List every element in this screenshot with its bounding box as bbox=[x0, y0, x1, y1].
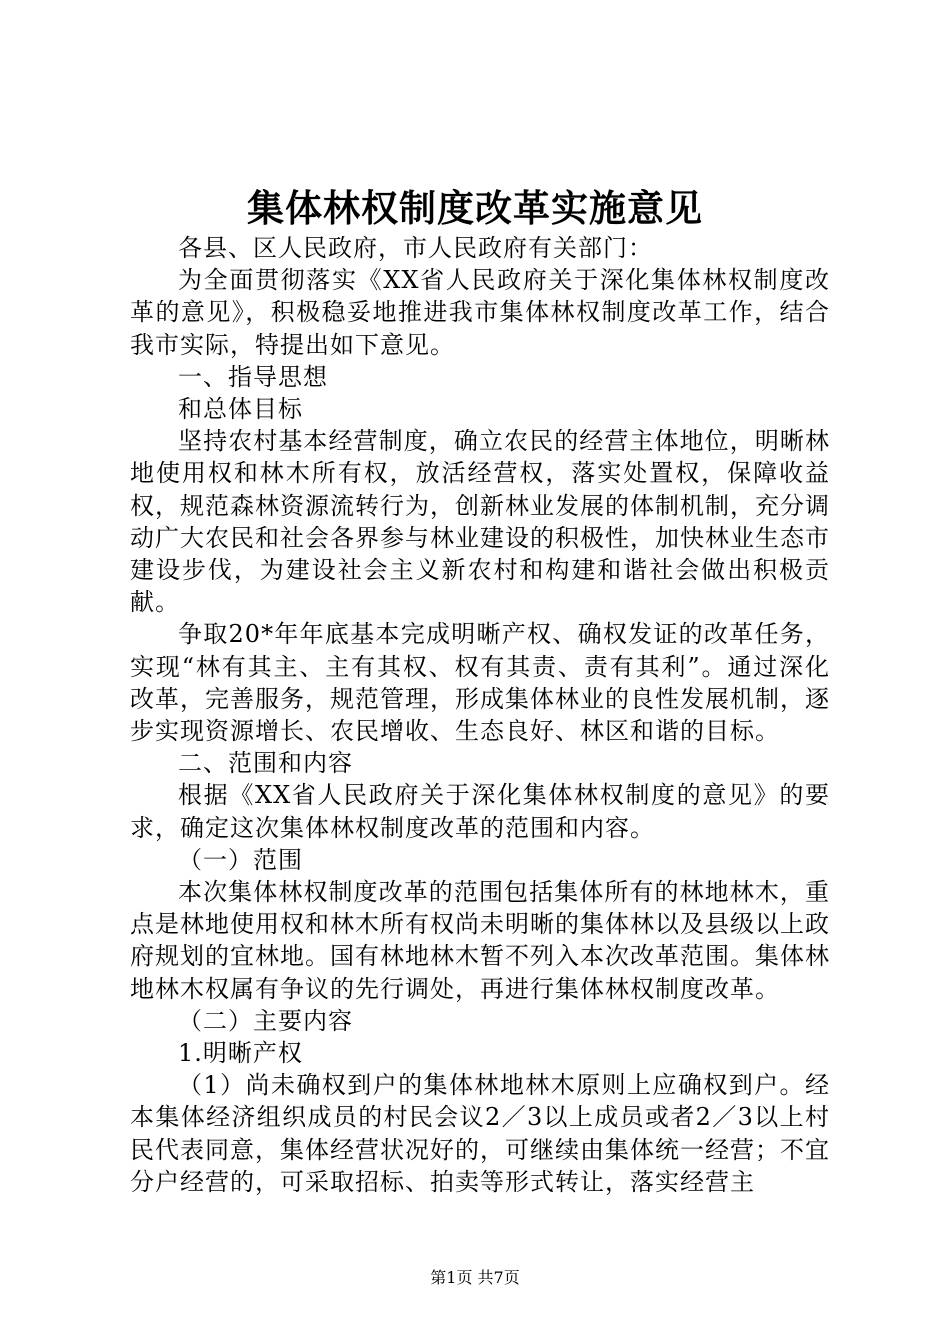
paragraph-salutation: 各县、区人民政府，市人民政府有关部门： bbox=[178, 234, 653, 262]
item-heading-clarify-rights: 1.明晰产权 bbox=[178, 1039, 303, 1068]
paragraph-scope-intro: 根据《XX省人民政府关于深化集体林权制度的意见》的要求，确定这次集体林权制度改革的范围和内容。 bbox=[130, 781, 830, 842]
document-body bbox=[130, 232, 830, 1198]
paragraph-scope: 本次集体林权制度改革的范围包括集体所有的林地林木，重点是林地使用权和林木所有权尚未明晰的集体林以及县级以上政府规划的宜林地。国有林地林木暂不列入本次改革范围。集体林地林木权属有争议的先行调处，再进行集体林权制度改革。 bbox=[130, 878, 830, 1003]
subsection-heading-scope: （一）范围 bbox=[178, 845, 303, 874]
section-heading-1: 一、指导思想 bbox=[178, 362, 328, 391]
document-title: 集体林权制度改革实施意见 bbox=[247, 186, 703, 230]
section-heading-1-continued: 和总体目标 bbox=[178, 395, 303, 424]
subsection-heading-content: （二）主要内容 bbox=[178, 1006, 353, 1035]
page-footer: 第1页 共7页 bbox=[430, 1268, 520, 1287]
paragraph-clarify-rights: （1）尚未确权到户的集体林地林木原则上应确权到户。经本集体经济组织成员的村民会议2／3以上成员或者2／3以上村民代表同意，集体经营状况好的，可继续由集体统一经营；不宜分户经营的，可采取招标、拍卖等形式转让，落实经营主 bbox=[130, 1071, 830, 1196]
section-heading-2: 二、范围和内容 bbox=[178, 749, 353, 778]
paragraph-goals: 争取20*年年底基本完成明晰产权、确权发证的改革任务，实现“林有其主、主有其权、权有其责、责有其利”。通过深化改革，完善服务，规范管理，形成集体林业的良性发展机制，逐步实现资源增长、农民增收、生态良好、林区和谐的目标。 bbox=[130, 620, 830, 746]
paragraph-guiding-ideas: 坚持农村基本经营制度，确立农民的经营主体地位，明晰林地使用权和林木所有权，放活经营权，落实处置权，保障收益权，规范森林资源流转行为，创新林业发展的体制机制，充分调动广大农民和社会各界参与林业建设的积极性，加快林业生态市建设步伐，为建设社会主义新农村和构建和谐社会做出积极贡献。 bbox=[130, 427, 830, 617]
paragraph-intro: 为全面贯彻落实《XX省人民政府关于深化集体林权制度改革的意见》，积极稳妥地推进我市集体林权制度改革工作，结合我市实际，特提出如下意见。 bbox=[130, 266, 830, 359]
